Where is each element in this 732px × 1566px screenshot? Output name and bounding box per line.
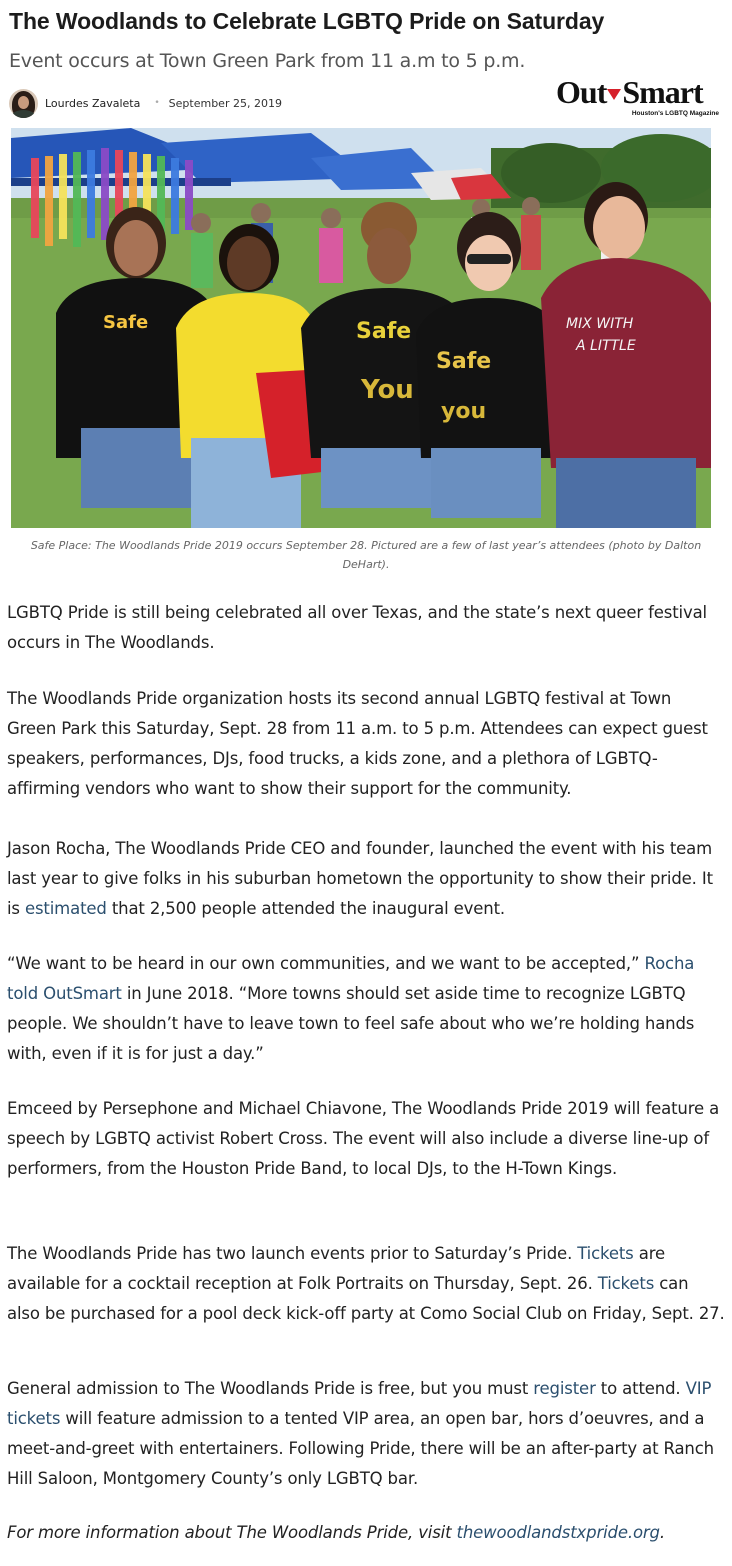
- paragraph-6-text-a: The Woodlands Pride has two launch events prior to Saturday’s Pride.: [7, 1244, 578, 1263]
- register-link[interactable]: register: [533, 1379, 596, 1398]
- paragraph-7: [7, 1374, 725, 1494]
- svg-text:Safe: Safe: [356, 319, 412, 344]
- paragraph-4-text-a: “We want to be heard in our own communities, and we want to be accepted,”: [7, 954, 645, 973]
- paragraph-5: Emceed by Persephone and Michael Chiavone, The Woodlands Pride 2019 will feature a speech by LGBTQ activist Robert Cross. The event will also include a diverse line-up of performers, from the Houston Pride Band, to local DJs, to the H-Town Kings.: [7, 1099, 720, 1178]
- photo-caption: Safe Place: The Woodlands Pride 2019 occurs September 28. Pictured are a few of last year’s attendees (photo by Dalton DeHart).: [30, 539, 702, 571]
- paragraph-3-text-a: Jason Rocha, The Woodlands Pride CEO and founder, launched the event with his team last year to give folks in his suburban hometown the opportunity to show their pride. It is: [7, 839, 713, 918]
- paragraph-6: [7, 1239, 725, 1329]
- paragraph-3: [7, 834, 725, 924]
- svg-text:MIX WITH: MIX WITH: [566, 316, 634, 332]
- paragraph-7-text-a: General admission to The Woodlands Pride is free, but you must: [7, 1379, 534, 1398]
- svg-text:You: You: [361, 375, 414, 405]
- logo-word-smart: Smart: [622, 74, 703, 110]
- paragraph-7-text-b: to attend.: [595, 1379, 686, 1398]
- byline-separator: •: [154, 98, 160, 108]
- svg-text:Safe: Safe: [103, 312, 149, 333]
- publish-date: September 25, 2019: [168, 96, 282, 110]
- website-link[interactable]: thewoodlandstxpride.org: [456, 1523, 660, 1542]
- svg-text:Safe: Safe: [436, 349, 492, 374]
- article-title: The Woodlands to Celebrate LGBTQ Pride on Saturday: [9, 8, 605, 34]
- vip-tickets-link[interactable]: VIP tickets: [7, 1379, 712, 1428]
- paragraph-2: The Woodlands Pride organization hosts its second annual LGBTQ festival at Town Green Park this Saturday, Sept. 28 from 11 a.m. to 5 p.m. Attendees can expect guest speakers, performances, DJs, food trucks, a kids zone, and a plethora of LGBTQ-affirming vendors who want to show their support for the community.: [7, 689, 708, 798]
- paragraph-1: LGBTQ Pride is still being celebrated all over Texas, and the state’s next queer festival occurs in The Woodlands.: [7, 603, 707, 652]
- logo-word-out: Out: [556, 74, 607, 110]
- logo-triangle-icon: [607, 89, 621, 100]
- byline: [9, 88, 282, 118]
- estimated-link[interactable]: estimated: [24, 899, 107, 918]
- svg-text:you: you: [441, 399, 487, 424]
- paragraph-3-text-b: that 2,500 people attended the inaugural event.: [106, 899, 506, 918]
- paragraph-7-text-c: will feature admission to a tented VIP area, an open bar, hors d’oeuvres, and a meet-and-greet with entertainers. Following Pride, there will be an after-party at Ranch Hill Saloon, Montgomery County’s only LGBTQ bar.: [7, 1409, 714, 1488]
- paragraph-8: [7, 1518, 725, 1548]
- outsmart-logo[interactable]: [556, 76, 722, 120]
- author-avatar[interactable]: [9, 89, 38, 118]
- tickets-cocktail-link[interactable]: Tickets: [577, 1244, 634, 1263]
- paragraph-6-text-c: can also be purchased for a pool deck kick-off party at Como Social Club on Friday, Sept. 27.: [7, 1274, 725, 1323]
- paragraph-4: [7, 949, 725, 1069]
- paragraph-6-text-b: are available for a cocktail reception at Folk Portraits on Thursday, Sept. 26.: [7, 1244, 665, 1293]
- paragraph-8-text-b: .: [659, 1523, 665, 1542]
- rocha-told-outsmart-link[interactable]: Rocha told OutSmart: [7, 954, 695, 1003]
- svg-text:A LITTLE: A LITTLE: [576, 338, 636, 354]
- article-subtitle: Event occurs at Town Green Park from 11 a.m to 5 p.m.: [9, 50, 526, 72]
- paragraph-4-text-b: in June 2018. “More towns should set aside time to recognize LGBTQ people. We shouldn’t have to leave town to feel safe about who we’re holding hands with, even if it is for just a day.”: [7, 984, 695, 1063]
- logo-tagline: Houston's LGBTQ Magazine: [631, 110, 719, 117]
- article-photo: [11, 128, 711, 528]
- tickets-pool-party-link[interactable]: Tickets: [597, 1274, 655, 1293]
- author-name[interactable]: Lourdes Zavaleta: [45, 96, 141, 110]
- paragraph-8-text-a: For more information about The Woodlands Pride, visit: [7, 1523, 457, 1542]
